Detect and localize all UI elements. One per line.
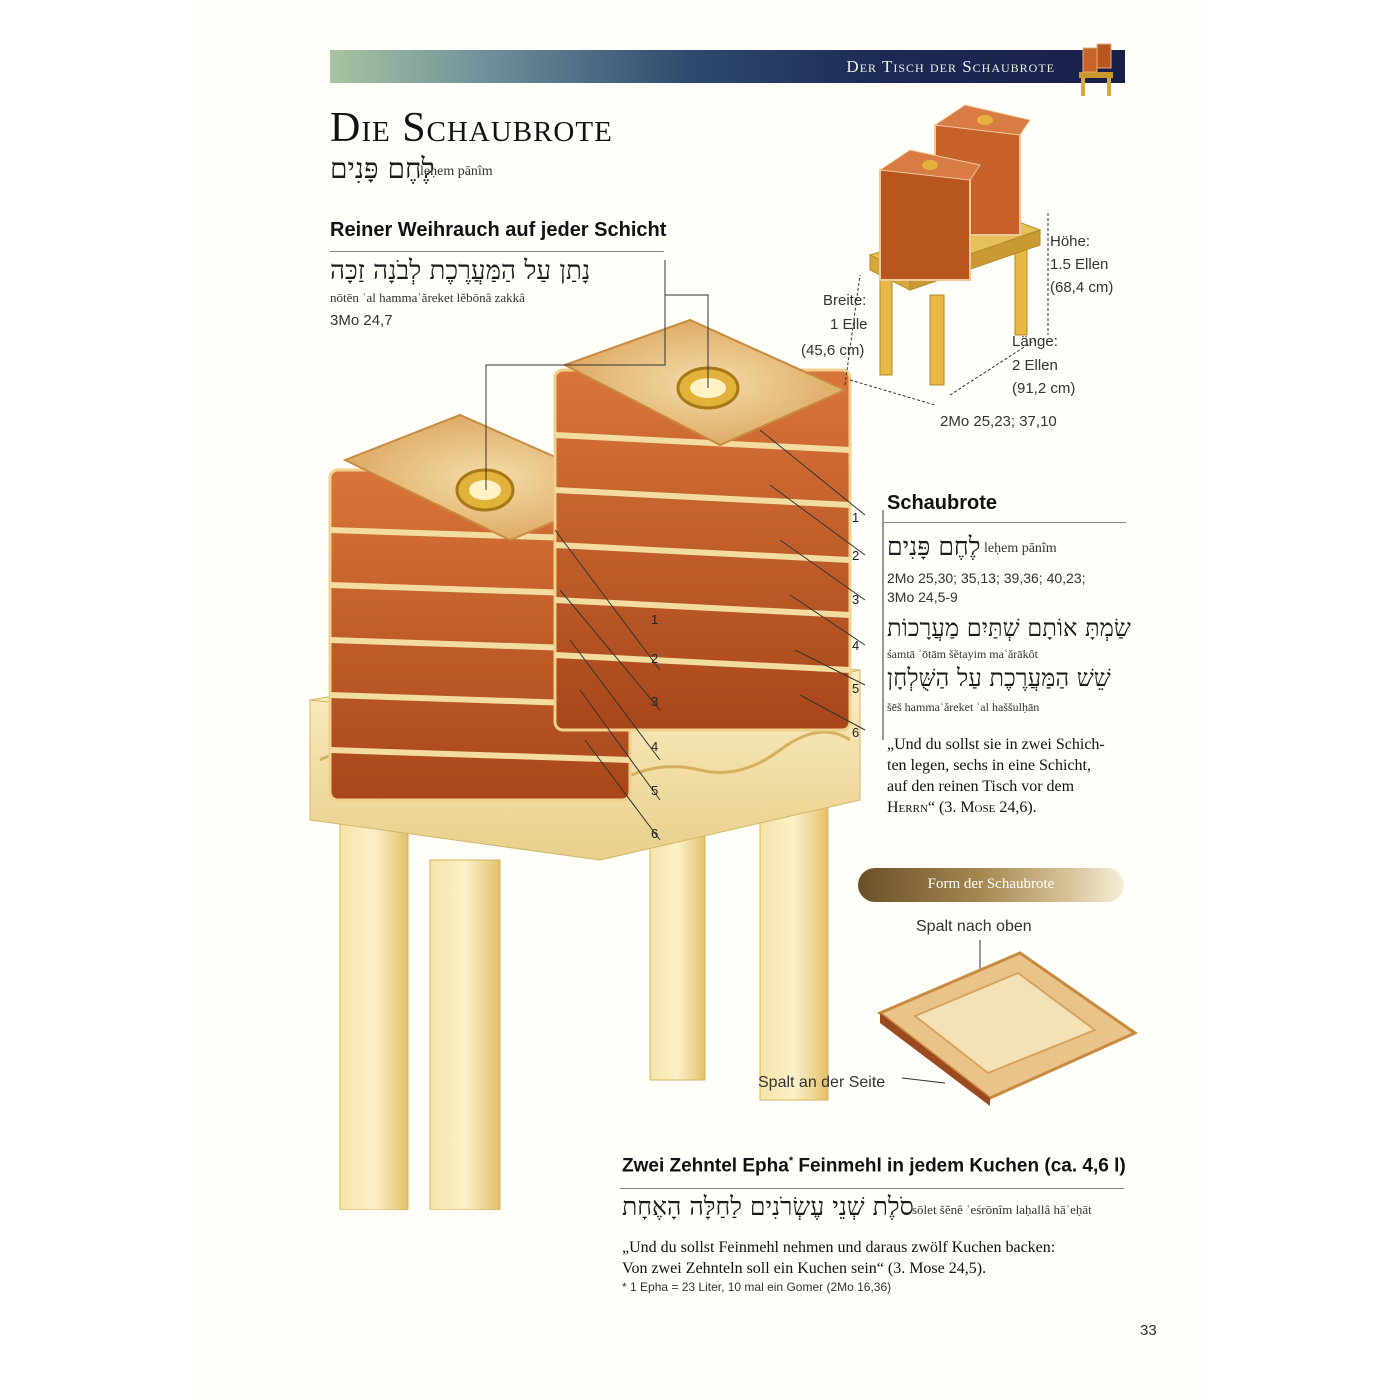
layer-number: 4 xyxy=(651,739,659,754)
epha-footnote: * 1 Epha = 23 Liter, 10 mal ein Gomer (2Mo 16,36) xyxy=(622,1280,892,1294)
title-transliteration: leḥem pānîm xyxy=(420,164,493,179)
six-per-row-hebrew: שֵׁשׁ הַמַּעֲרֶכֶת עַל הַשֻּׁלְחָן xyxy=(887,664,1111,692)
two-rows-hebrew: שַׂמְתָּ אוֹתָם שְׁתַּיִם מַעֲרָכוֹת xyxy=(887,614,1131,642)
showbread-table-illustration xyxy=(300,240,900,1210)
quote-line: „Und du sollst Feinmehl nehmen und daraus zwölf Kuchen backen: xyxy=(622,1239,1056,1256)
schaubrote-hebrew: לֶחֶם פָּנִים xyxy=(887,532,981,561)
incense-hebrew: נָתַן עַל הַמַּעֲרֶכֶת לְבֹנָה זַכָּה xyxy=(330,256,591,286)
flour-hebrew: סֹלֶת שְׁנֵי עֶשְׂרֹנִים לַחַלָּה הָאֶחָת xyxy=(622,1192,914,1221)
layer-number: 5 xyxy=(651,783,659,798)
layer-number: 1 xyxy=(852,510,860,525)
quote-line: „Und du sollst sie in zwei Schich- xyxy=(887,736,1105,753)
top-gap-label: Spalt nach oben xyxy=(916,918,1032,935)
quote-line: Von zwei Zehnteln soll ein Kuchen sein“ (3. Mose 24,5). xyxy=(622,1260,987,1277)
form-section-label: Form der Schaubrote xyxy=(927,876,1055,892)
footnote-marker: * xyxy=(788,1155,794,1167)
width-cm: (45,6 cm) xyxy=(801,342,865,359)
width-label: Breite: xyxy=(823,292,867,309)
section-header-bar xyxy=(330,50,1125,83)
layer-number: 6 xyxy=(651,826,659,841)
quote-line: Herrn“ (3. Mose 24,6). xyxy=(887,799,1037,816)
flour-transliteration: sōlet šĕnê ʿeśrōnîm laḥallâ hāʾeḥāt xyxy=(912,1202,1092,1217)
width-value: 1 Elle xyxy=(830,316,868,333)
dimensions-reference: 2Mo 25,23; 37,10 xyxy=(940,413,1057,430)
schaubrote-heading: Schaubrote xyxy=(887,492,998,514)
schaubrote-transliteration: leḥem pānîm xyxy=(984,541,1057,556)
height-value: 1.5 Ellen xyxy=(1050,256,1109,273)
length-label: Länge: xyxy=(1012,333,1058,350)
flour-quote xyxy=(622,1237,1130,1279)
height-cm: (68,4 cm) xyxy=(1050,279,1114,296)
layer-number: 3 xyxy=(651,694,659,709)
quote-line: auf den reinen Tisch vor dem xyxy=(887,778,1075,795)
layer-number: 5 xyxy=(852,681,860,696)
section-header-title: Der Tisch der Schaubrote xyxy=(846,57,1055,76)
page-title: Die Schaubrote xyxy=(330,105,613,151)
flour-rule xyxy=(620,1188,1124,1189)
flour-heading-start: Zwei Zehntel Epha xyxy=(622,1155,789,1177)
layer-number: 4 xyxy=(852,638,860,653)
incense-transliteration: nōtēn ʿal hammaʿăreket lĕbōnâ zakkâ xyxy=(330,290,525,305)
flour-heading-rest: Feinmehl in jedem Kuchen (ca. 4,6 l) xyxy=(793,1155,1126,1177)
length-value: 2 Ellen xyxy=(1012,357,1058,374)
schaubrote-rule xyxy=(884,522,1126,523)
height-label: Höhe: xyxy=(1050,233,1091,250)
two-rows-transliteration: śamtā ʾōtām šĕtayim maʿărākôt xyxy=(887,647,1038,661)
form-section-pill xyxy=(858,868,1124,902)
layer-number: 3 xyxy=(852,592,860,607)
flour-heading xyxy=(622,1155,1126,1177)
title-hebrew: לֶחֶם פָּנִים xyxy=(330,152,435,185)
bread-shape-illustration xyxy=(870,938,1140,1108)
incense-heading: Reiner Weihrauch auf jeder Schicht xyxy=(330,219,667,241)
layer-number: 1 xyxy=(651,612,659,627)
six-per-row-transliteration: šēš hammaʿăreket ʿal haššulḥān xyxy=(887,700,1040,714)
table-thumbnail-icon xyxy=(1075,42,1119,98)
layer-number: 6 xyxy=(852,725,860,740)
quote-line: ten legen, sechs in eine Schicht, xyxy=(887,757,1091,774)
page-number: 33 xyxy=(1140,1322,1157,1339)
layer-number: 2 xyxy=(852,548,860,563)
incense-reference: 3Mo 24,7 xyxy=(330,312,393,329)
layer-number: 2 xyxy=(651,651,659,666)
side-gap-label: Spalt an der Seite xyxy=(758,1074,886,1091)
schaubrote-refs-2: 3Mo 24,5-9 xyxy=(887,589,958,605)
length-cm: (91,2 cm) xyxy=(1012,380,1076,397)
schaubrote-quote xyxy=(887,734,1129,818)
schaubrote-refs-1: 2Mo 25,30; 35,13; 39,36; 40,23; xyxy=(887,570,1086,586)
